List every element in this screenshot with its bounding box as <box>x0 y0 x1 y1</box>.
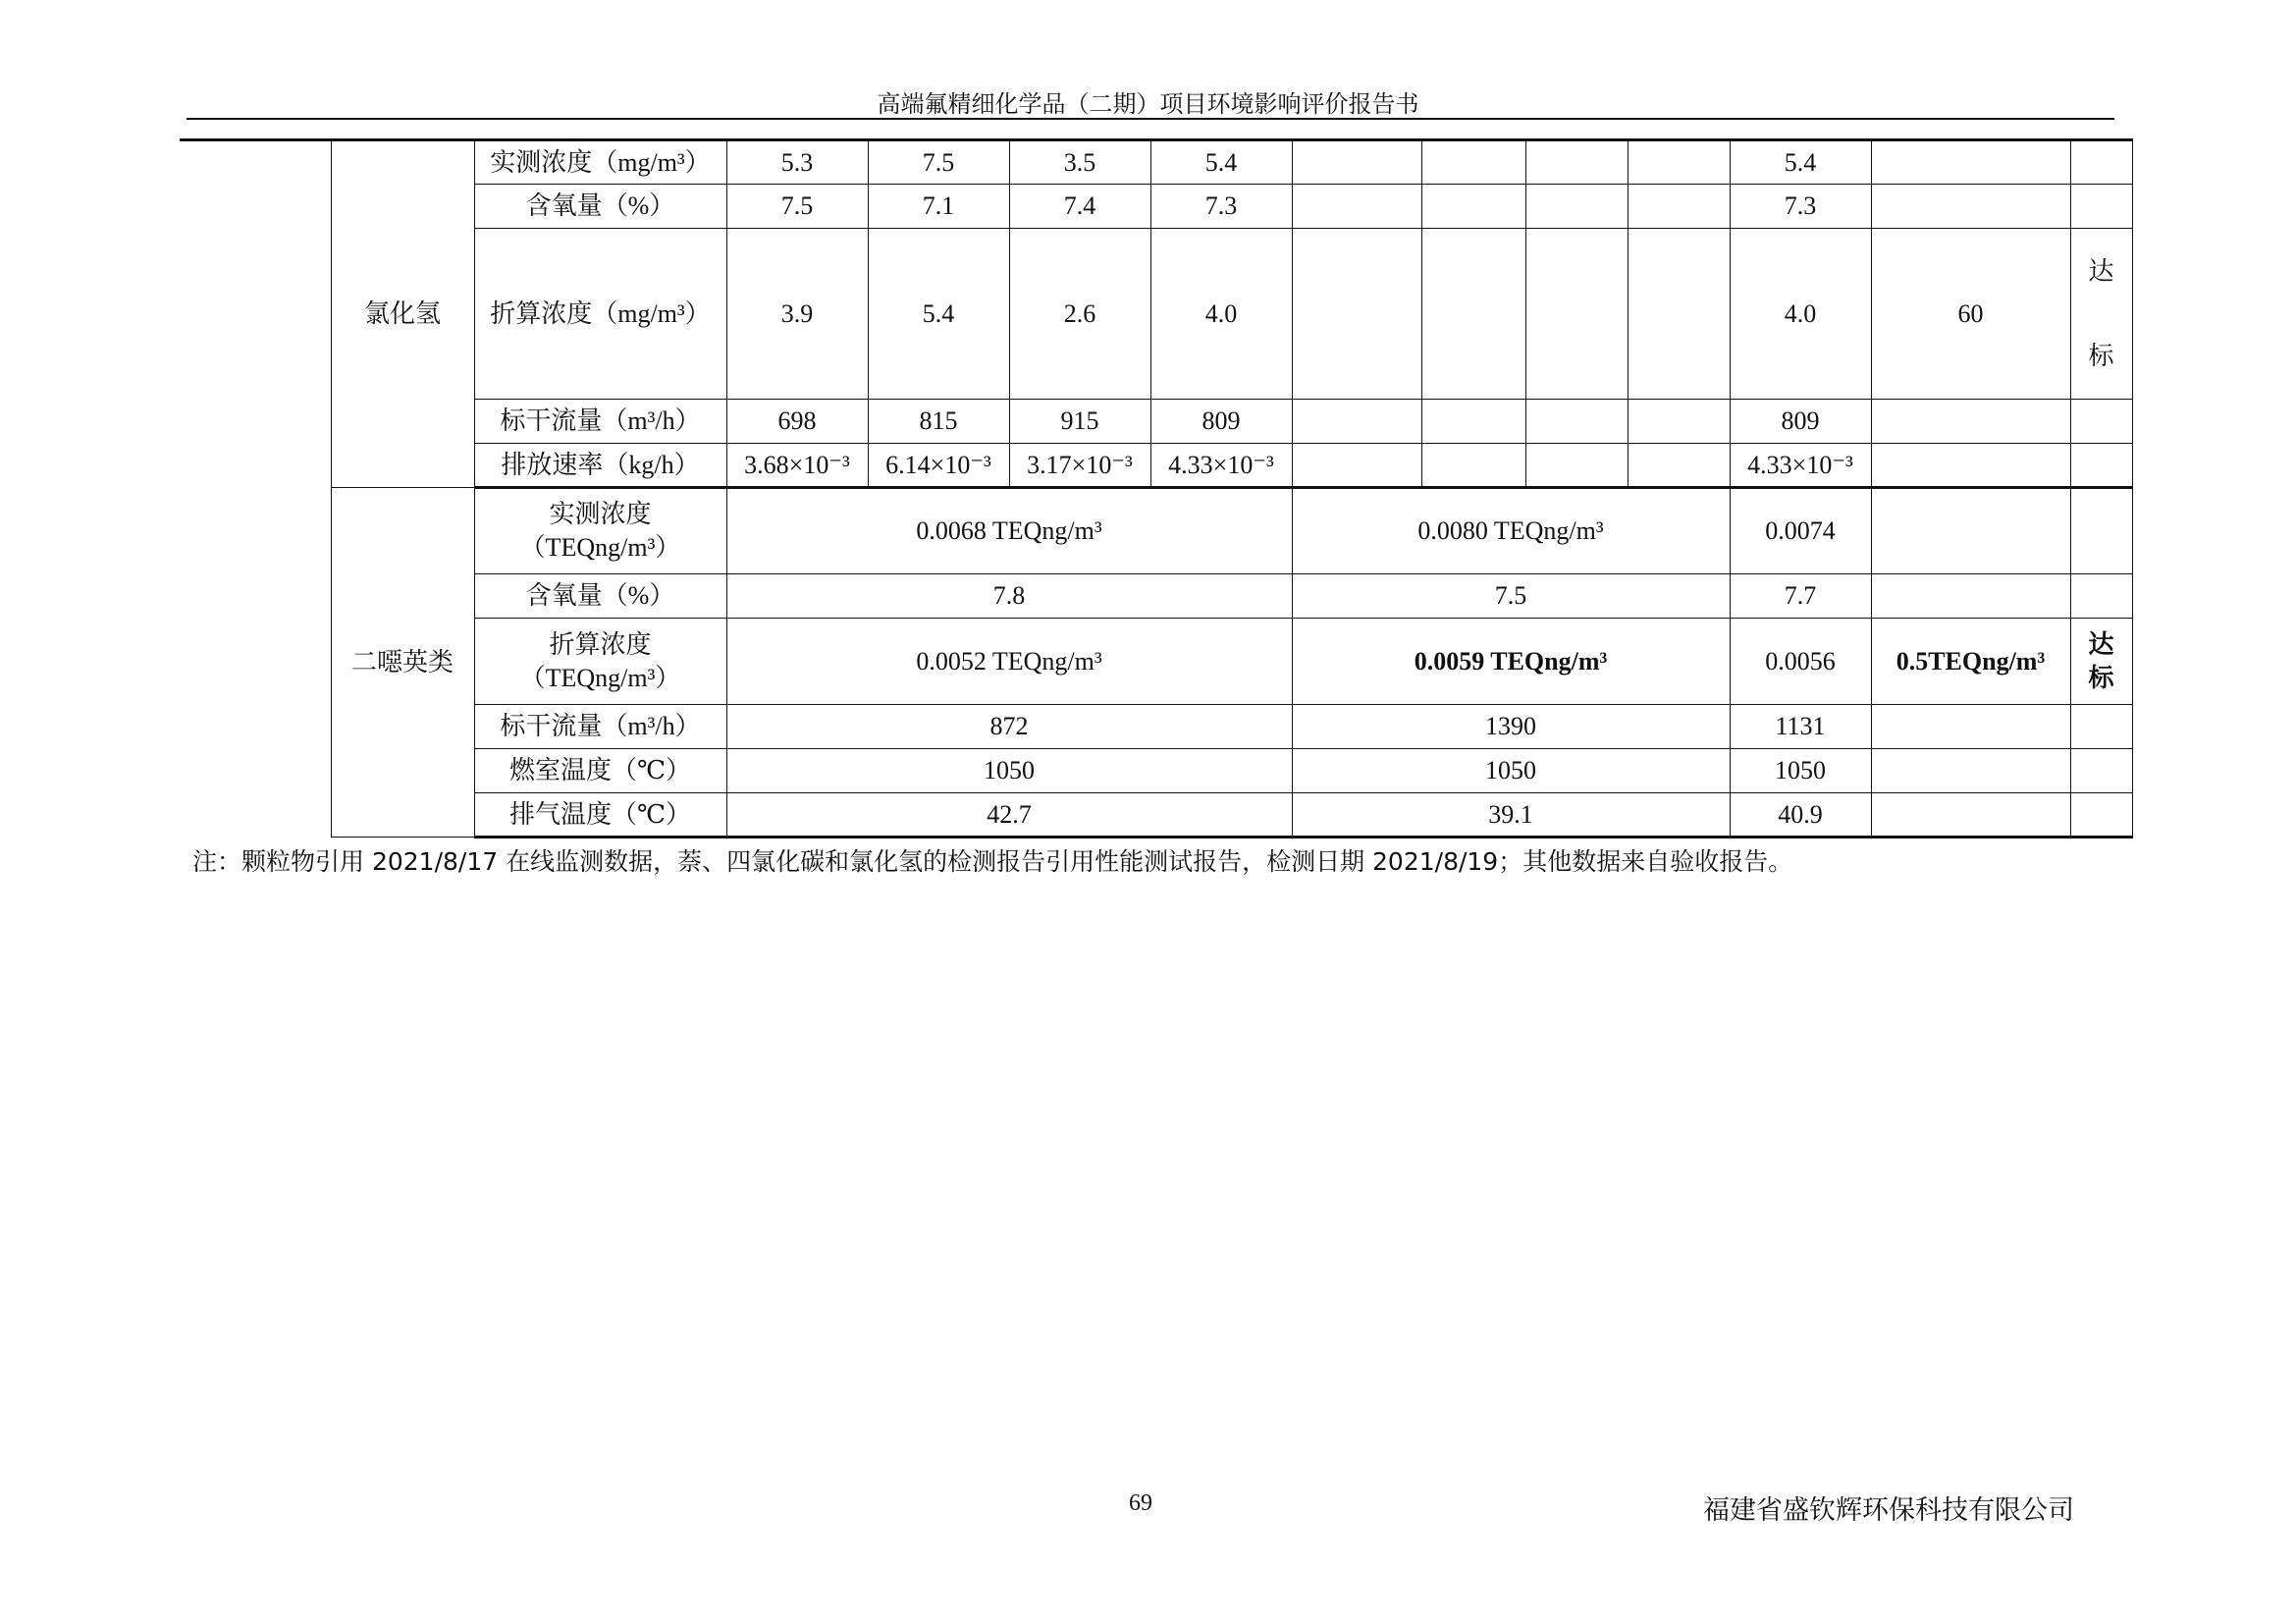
param-label: 排放速率（kg/h） <box>474 444 726 488</box>
result-char: 标 <box>2088 663 2114 692</box>
avg-cell: 5.4 <box>1730 140 1871 185</box>
pollutant-name: 氯化氢 <box>331 140 474 488</box>
result-cell <box>2070 229 2132 400</box>
value-cell: 1050 <box>726 749 1292 793</box>
avg-cell: 809 <box>1730 400 1871 444</box>
value-cell: 3.17×10⁻³ <box>1009 444 1150 488</box>
value-cell: 698 <box>726 400 868 444</box>
value-cell: 3.68×10⁻³ <box>726 444 868 488</box>
limit-cell <box>1871 400 2070 444</box>
table-row <box>180 140 2132 185</box>
result-cell <box>2070 400 2132 444</box>
value-cell: 0.0068 TEQng/m³ <box>726 488 1292 574</box>
param-label: 标干流量（m³/h） <box>474 705 726 749</box>
param-label: 排气温度（℃） <box>474 793 726 838</box>
limit-cell: 0.5TEQng/m³ <box>1871 619 2070 705</box>
empty-cell <box>1421 444 1525 488</box>
empty-cell <box>1421 229 1525 400</box>
value-cell: 7.8 <box>726 574 1292 619</box>
empty-cell <box>1628 229 1730 400</box>
value-cell: 7.4 <box>1009 185 1150 229</box>
empty-cell <box>1292 140 1421 185</box>
result-cell <box>2070 793 2132 838</box>
empty-cell <box>1628 400 1730 444</box>
avg-cell: 7.3 <box>1730 185 1871 229</box>
param-label: 实测浓度 （TEQng/m³） <box>474 488 726 574</box>
value-cell: 39.1 <box>1292 793 1730 838</box>
avg-cell: 0.0074 <box>1730 488 1871 574</box>
value-cell: 3.9 <box>726 229 868 400</box>
value-cell: 5.3 <box>726 140 868 185</box>
value-cell: 0.0059 TEQng/m³ <box>1292 619 1730 705</box>
value-cell: 0.0052 TEQng/m³ <box>726 619 1292 705</box>
table-row <box>180 488 2132 574</box>
avg-cell: 1050 <box>1730 749 1871 793</box>
avg-cell: 4.33×10⁻³ <box>1730 444 1871 488</box>
result-char: 达 <box>2088 629 2114 659</box>
param-label: 含氧量（%） <box>474 574 726 619</box>
avg-cell: 7.7 <box>1730 574 1871 619</box>
value-cell: 815 <box>868 400 1009 444</box>
value-cell: 4.0 <box>1150 229 1292 400</box>
result-cell <box>2070 140 2132 185</box>
value-cell: 2.6 <box>1009 229 1150 400</box>
limit-cell <box>1871 749 2070 793</box>
param-label: 实测浓度（mg/m³） <box>474 140 726 185</box>
result-char: 标 <box>2088 341 2114 370</box>
result-cell <box>2070 574 2132 619</box>
empty-cell <box>1525 400 1628 444</box>
empty-cell <box>1421 185 1525 229</box>
value-cell: 5.4 <box>1150 140 1292 185</box>
param-label: 标干流量（m³/h） <box>474 400 726 444</box>
result-cell <box>2070 444 2132 488</box>
page-header-title: 高端氟精细化学品（二期）项目环境影响评价报告书 <box>877 90 1419 118</box>
value-cell: 4.33×10⁻³ <box>1150 444 1292 488</box>
result-cell <box>2070 619 2132 705</box>
value-cell: 872 <box>726 705 1292 749</box>
result-cell <box>2070 705 2132 749</box>
empty-cell <box>1292 444 1421 488</box>
result-cell <box>2070 749 2132 793</box>
param-label: 燃室温度（℃） <box>474 749 726 793</box>
result-char: 达 <box>2088 256 2114 286</box>
param-label: 折算浓度（mg/m³） <box>474 229 726 400</box>
empty-cell <box>1292 229 1421 400</box>
value-cell: 42.7 <box>726 793 1292 838</box>
empty-cell <box>1421 140 1525 185</box>
result-cell <box>2070 185 2132 229</box>
limit-cell <box>1871 444 2070 488</box>
empty-cell <box>1292 185 1421 229</box>
value-cell: 3.5 <box>1009 140 1150 185</box>
limit-cell <box>1871 705 2070 749</box>
empty-cell <box>1525 185 1628 229</box>
limit-cell <box>1871 140 2070 185</box>
limit-cell <box>1871 488 2070 574</box>
empty-cell <box>1525 444 1628 488</box>
avg-cell: 1131 <box>1730 705 1871 749</box>
value-cell: 1390 <box>1292 705 1730 749</box>
empty-cell <box>1628 185 1730 229</box>
limit-cell <box>1871 574 2070 619</box>
value-cell: 7.5 <box>868 140 1009 185</box>
value-cell: 7.5 <box>726 185 868 229</box>
limit-cell <box>1871 793 2070 838</box>
empty-cell <box>1628 444 1730 488</box>
avg-cell: 40.9 <box>1730 793 1871 838</box>
blank-cell <box>180 140 331 838</box>
company-name: 福建省盛钦辉环保科技有限公司 <box>1703 1495 2074 1526</box>
value-cell: 6.14×10⁻³ <box>868 444 1009 488</box>
page-number: 69 <box>1129 1490 1152 1516</box>
limit-cell <box>1871 185 2070 229</box>
value-cell: 0.0080 TEQng/m³ <box>1292 488 1730 574</box>
table-footnote: 注：颗粒物引用 2021/8/17 在线监测数据，萘、四氯化碳和氯化氢的检测报告引用性能测试报告，检测日期 2021/8/19；其他数据来自验收报告。 <box>192 847 1793 876</box>
value-cell: 809 <box>1150 400 1292 444</box>
header-rule <box>187 118 2114 120</box>
param-label: 含氧量（%） <box>474 185 726 229</box>
empty-cell <box>1421 400 1525 444</box>
empty-cell <box>1525 140 1628 185</box>
value-cell: 5.4 <box>868 229 1009 400</box>
value-cell: 7.1 <box>868 185 1009 229</box>
value-cell: 7.3 <box>1150 185 1292 229</box>
pollutant-name: 二噁英类 <box>331 488 474 838</box>
empty-cell <box>1628 140 1730 185</box>
value-cell: 915 <box>1009 400 1150 444</box>
limit-cell: 60 <box>1871 229 2070 400</box>
empty-cell <box>1525 229 1628 400</box>
avg-cell: 4.0 <box>1730 229 1871 400</box>
result-cell <box>2070 488 2132 574</box>
empty-cell <box>1292 400 1421 444</box>
value-cell: 7.5 <box>1292 574 1730 619</box>
value-cell: 1050 <box>1292 749 1730 793</box>
param-label: 折算浓度 （TEQng/m³） <box>474 619 726 705</box>
avg-cell: 0.0056 <box>1730 619 1871 705</box>
emission-data-table <box>180 138 2133 839</box>
